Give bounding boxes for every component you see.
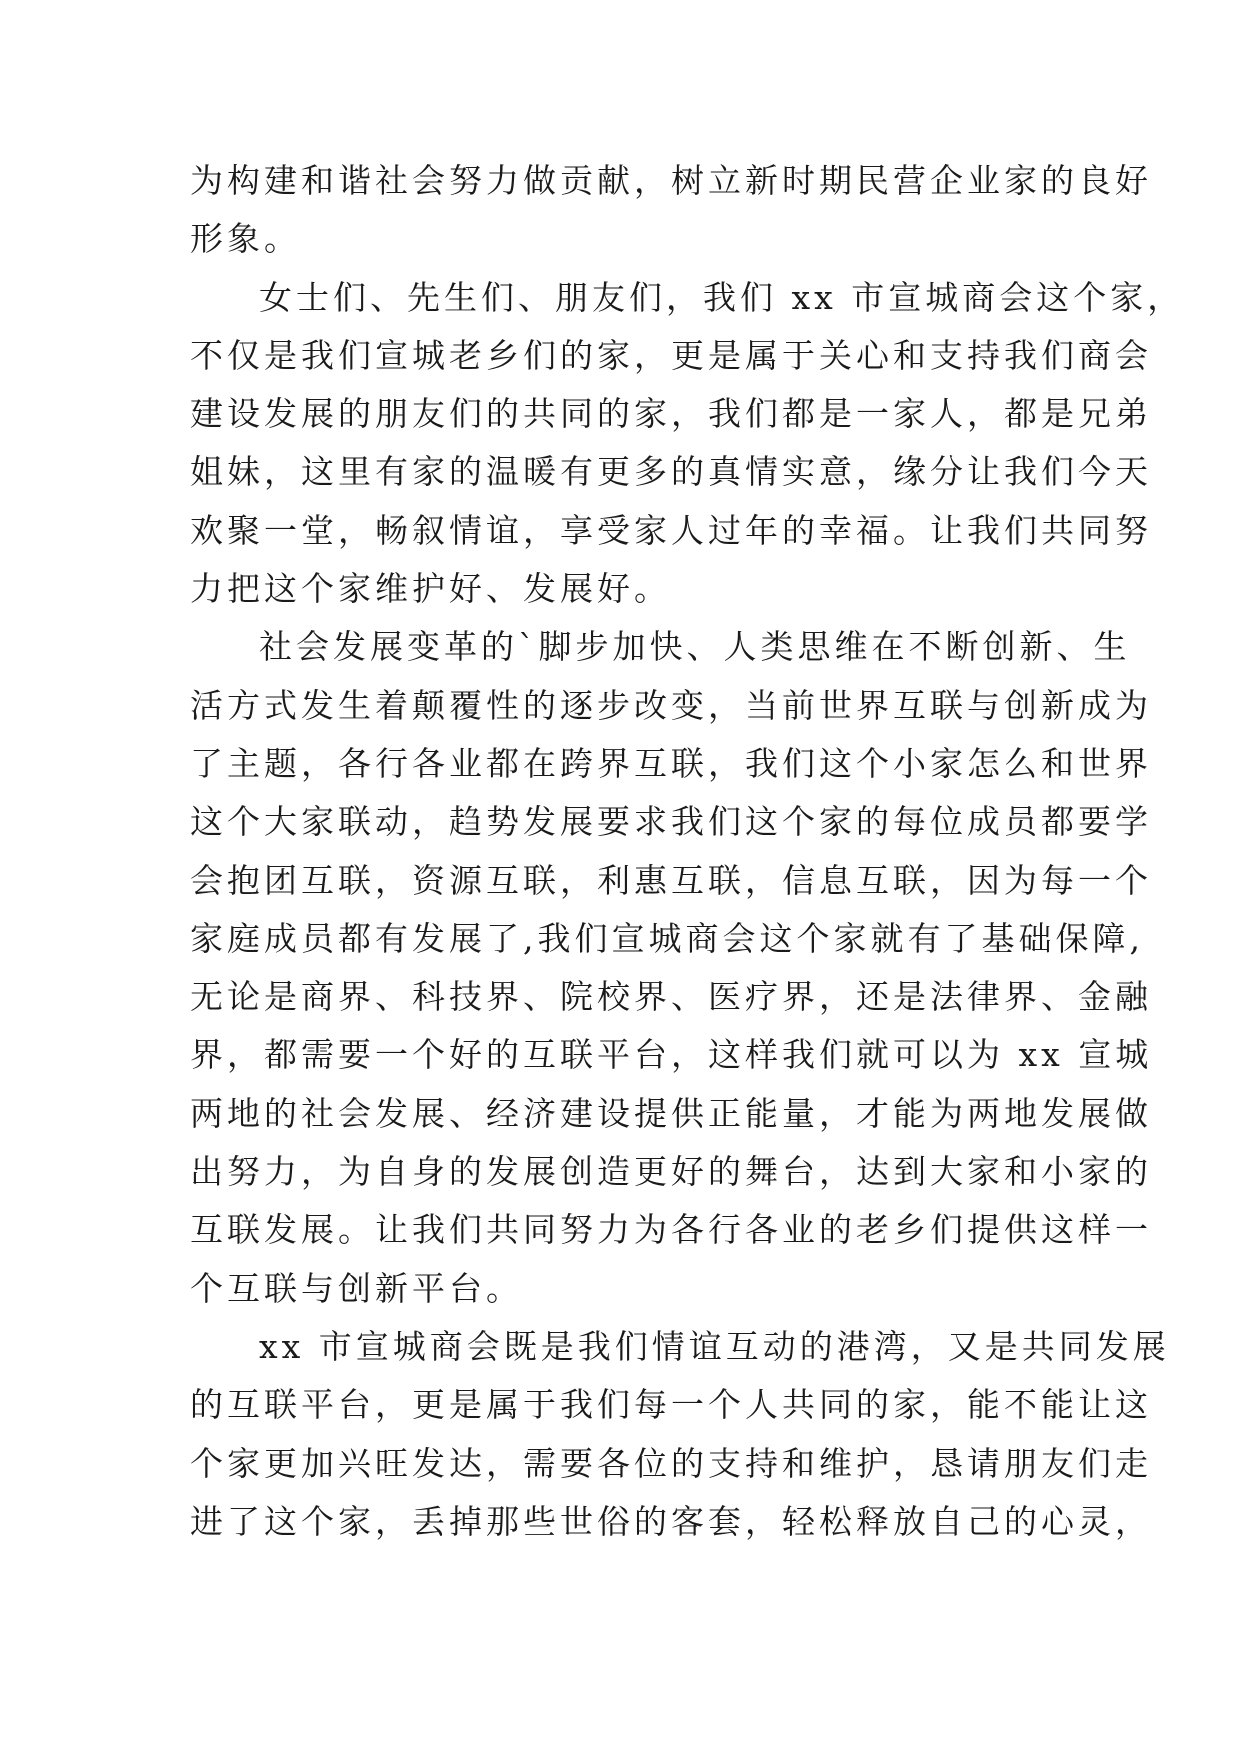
text-line: 为构建和谐社会努力做贡献，树立新时期民营企业家的良好 xyxy=(190,161,1152,200)
text-line: 无论是商界、科技界、院校界、医疗界，还是法律界、金融 xyxy=(190,977,1152,1017)
text-line: 这个大家联动，趋势发展要求我们这个家的每位成员都要学 xyxy=(190,802,1152,842)
text-line: 姐妹，这里有家的温暖有更多的真情实意，缘分让我们今天 xyxy=(190,452,1152,492)
text-line: 会抱团互联，资源互联，利惠互联，信息互联，因为每一个 xyxy=(190,860,1152,900)
document-body xyxy=(190,152,1185,1551)
text-line: xx 市宣城商会既是我们情谊互动的港湾，又是共同发展 xyxy=(259,1326,1170,1366)
text-line: 力把这个家维护好、发展好。 xyxy=(190,569,671,609)
text-line: 女士们、先生们、朋友们，我们 xx 市宣城商会这个家， xyxy=(259,277,1185,317)
text-line: 出努力，为自身的发展创造更好的舞台，达到大家和小家的 xyxy=(190,1152,1152,1192)
text-line: 互联发展。让我们共同努力为各行各业的老乡们提供这样一 xyxy=(190,1210,1152,1250)
paragraph xyxy=(190,269,1185,619)
text-line: 个互联与创新平台。 xyxy=(190,1268,523,1308)
text-line: 不仅是我们宣城老乡们的家，更是属于关心和支持我们商会 xyxy=(190,335,1152,375)
paragraph xyxy=(190,618,1153,1318)
text-line: 个家更加兴旺发达，需要各位的支持和维护，恳请朋友们走 xyxy=(190,1443,1152,1483)
text-line: 活方式发生着颠覆性的逐步改变，当前世界互联与创新成为 xyxy=(190,685,1152,725)
text-line: 两地的社会发展、经济建设提供正能量，才能为两地发展做 xyxy=(190,1093,1152,1133)
text-line: 界，都需要一个好的互联平台，这样我们就可以为 xx 宣城 xyxy=(190,1035,1153,1075)
text-line: 家庭成员都有发展了,我们宣城商会这个家就有了基础保障, xyxy=(190,918,1144,958)
text-line: 形象。 xyxy=(190,219,301,259)
text-line: 社会发展变革的`脚步加快、人类思维在不断创新、生 xyxy=(259,627,1131,667)
text-line: 进了这个家，丢掉那些世俗的客套，轻松释放自己的心灵， xyxy=(190,1501,1152,1541)
paragraph xyxy=(190,1318,1170,1551)
text-line: 了主题，各行各业都在跨界互联，我们这个小家怎么和世界 xyxy=(190,743,1152,783)
text-line: 欢聚一堂，畅叙情谊，享受家人过年的幸福。让我们共同努 xyxy=(190,510,1152,550)
text-line: 的互联平台，更是属于我们每一个人共同的家，能不能让这 xyxy=(190,1385,1152,1425)
text-line: 建设发展的朋友们的共同的家，我们都是一家人，都是兄弟 xyxy=(190,394,1152,434)
paragraph xyxy=(190,152,1152,269)
